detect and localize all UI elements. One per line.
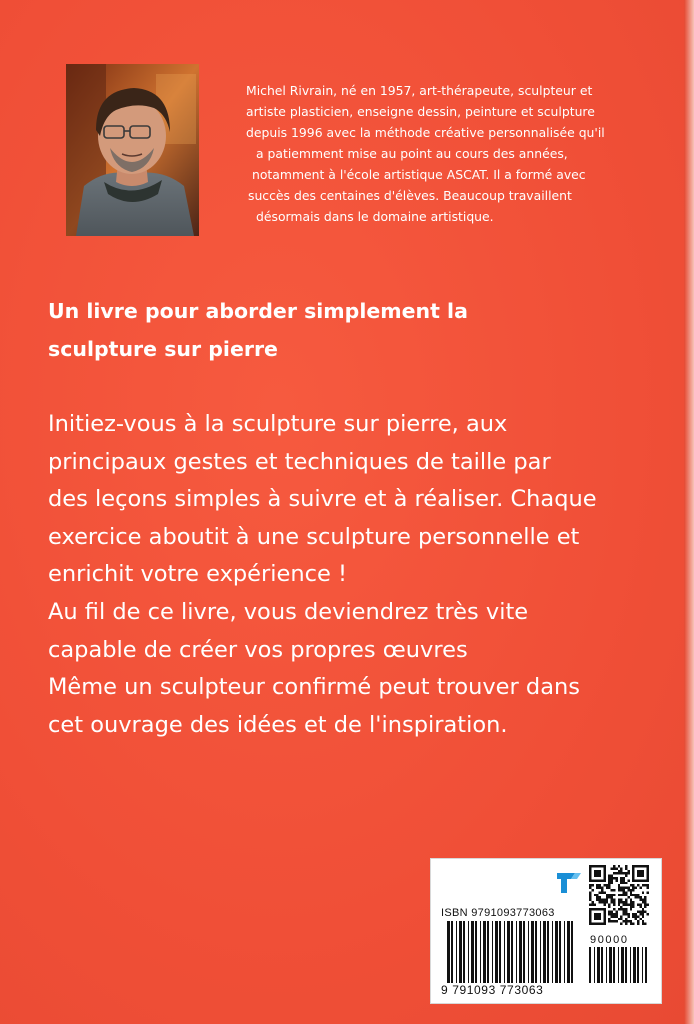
addon-barcode <box>589 947 647 983</box>
price-addon-code: 90000 <box>590 934 629 946</box>
isbn-label: ISBN 9791093773063 <box>441 907 555 919</box>
author-bio-line: désormais dans le domaine artistique. <box>256 209 494 224</box>
publisher-logo-icon <box>553 867 583 897</box>
cover-edge <box>684 0 694 1024</box>
author-bio <box>232 80 672 227</box>
author-bio-line: succès des centaines d'élèves. Beaucoup travaillent <box>248 188 572 203</box>
headline-line: sculpture sur pierre <box>48 337 278 361</box>
author-bio-line: notamment à l'école artistique ASCAT. Il a formé avec <box>252 167 586 182</box>
isbn-barcode-panel <box>430 858 662 1004</box>
description-line: capable de créer vos propres œuvres <box>48 636 468 663</box>
qr-code-icon <box>589 865 649 925</box>
description-line: des leçons simples à suivre et à réaliser. Chaque <box>48 486 597 513</box>
author-bio-line: depuis 1996 avec la méthode créative personnalisée qu'il <box>246 125 605 140</box>
description-line: cet ouvrage des idées et de l'inspiration. <box>48 711 508 738</box>
author-photo <box>66 64 199 236</box>
book-description <box>48 406 668 744</box>
book-headline <box>48 292 648 368</box>
description-line: Même un sculpteur confirmé peut trouver dans <box>48 674 580 701</box>
ean-barcode <box>447 921 575 983</box>
description-line: exercice aboutit à une sculpture personnelle et <box>48 523 580 550</box>
description-line: Initiez-vous à la sculpture sur pierre, aux <box>48 411 508 437</box>
description-line: principaux gestes et techniques de taille par <box>48 448 551 475</box>
author-bio-line: Michel Rivrain, né en 1957, art-thérapeute, sculpteur et <box>246 83 593 98</box>
description-line: Au fil de ce livre, vous deviendrez très vite <box>48 598 529 625</box>
author-bio-line: artiste plasticien, enseigne dessin, peinture et sculpture <box>246 104 595 119</box>
headline-line: Un livre pour aborder simplement la <box>48 299 468 323</box>
description-line: enrichit votre expérience ! <box>48 561 347 588</box>
author-bio-line: a patiemment mise au point au cours des années, <box>256 146 568 161</box>
barcode-digits: 9 791093 773063 <box>441 983 544 997</box>
